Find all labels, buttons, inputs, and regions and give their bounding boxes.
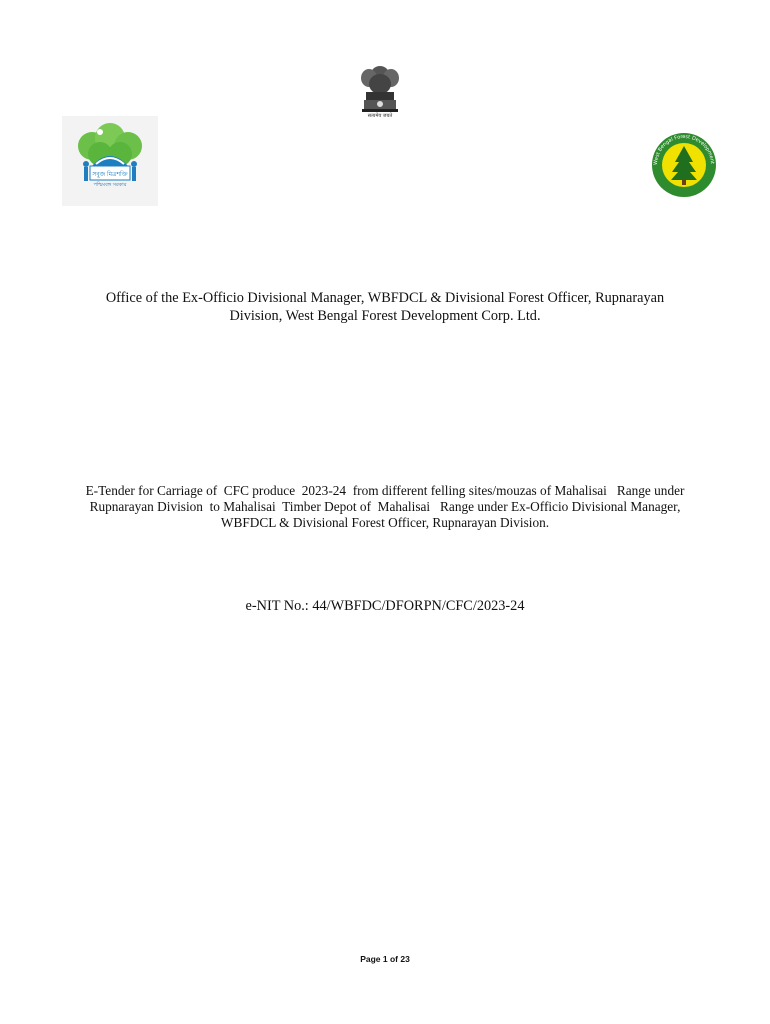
tender-line-1: E-Tender for Carriage of CFC produce 2023-24 from different felling sites/mouzas of Mahalisai Range under: [85, 483, 685, 498]
left-logo: [62, 116, 158, 206]
right-logo: [644, 132, 718, 198]
tender-line-2: Rupnarayan Division to Mahalisai Timber Depot of Mahalisai Range under Ex-Officio Divisional Manager,: [89, 499, 681, 514]
tender-line-3: WBFDCL & Divisional Forest Officer, Rupnarayan Division.: [220, 515, 550, 530]
forest-corporation-seal-icon: [644, 132, 718, 198]
emblem-motto: सत्यमेव जयते: [367, 113, 393, 119]
office-line-2: Division, West Bengal Forest Development Corp. Ltd.: [229, 308, 541, 324]
tender-description: [50, 483, 720, 531]
office-heading: [60, 289, 710, 325]
green-mascot-logo-icon: [62, 116, 158, 206]
page-number: Page 1 of 23: [360, 954, 410, 964]
nit-number: e-NIT No.: 44/WBFDC/DFORPN/CFC/2023-24: [245, 598, 525, 614]
svg-text:পশ্চিমবঙ্গ সরকার: পশ্চিমবঙ্গ সরকার: [93, 182, 127, 188]
office-line-1: Office of the Ex-Officio Divisional Manager, WBFDCL & Divisional Forest Officer, Rupnarayan: [105, 290, 665, 306]
svg-text:West Bengal Forest Development: West Bengal Forest Development: [652, 133, 715, 166]
svg-text:সবুজ মিত্রশক্তি: সবুজ মিত্রশক্তি: [92, 171, 128, 178]
